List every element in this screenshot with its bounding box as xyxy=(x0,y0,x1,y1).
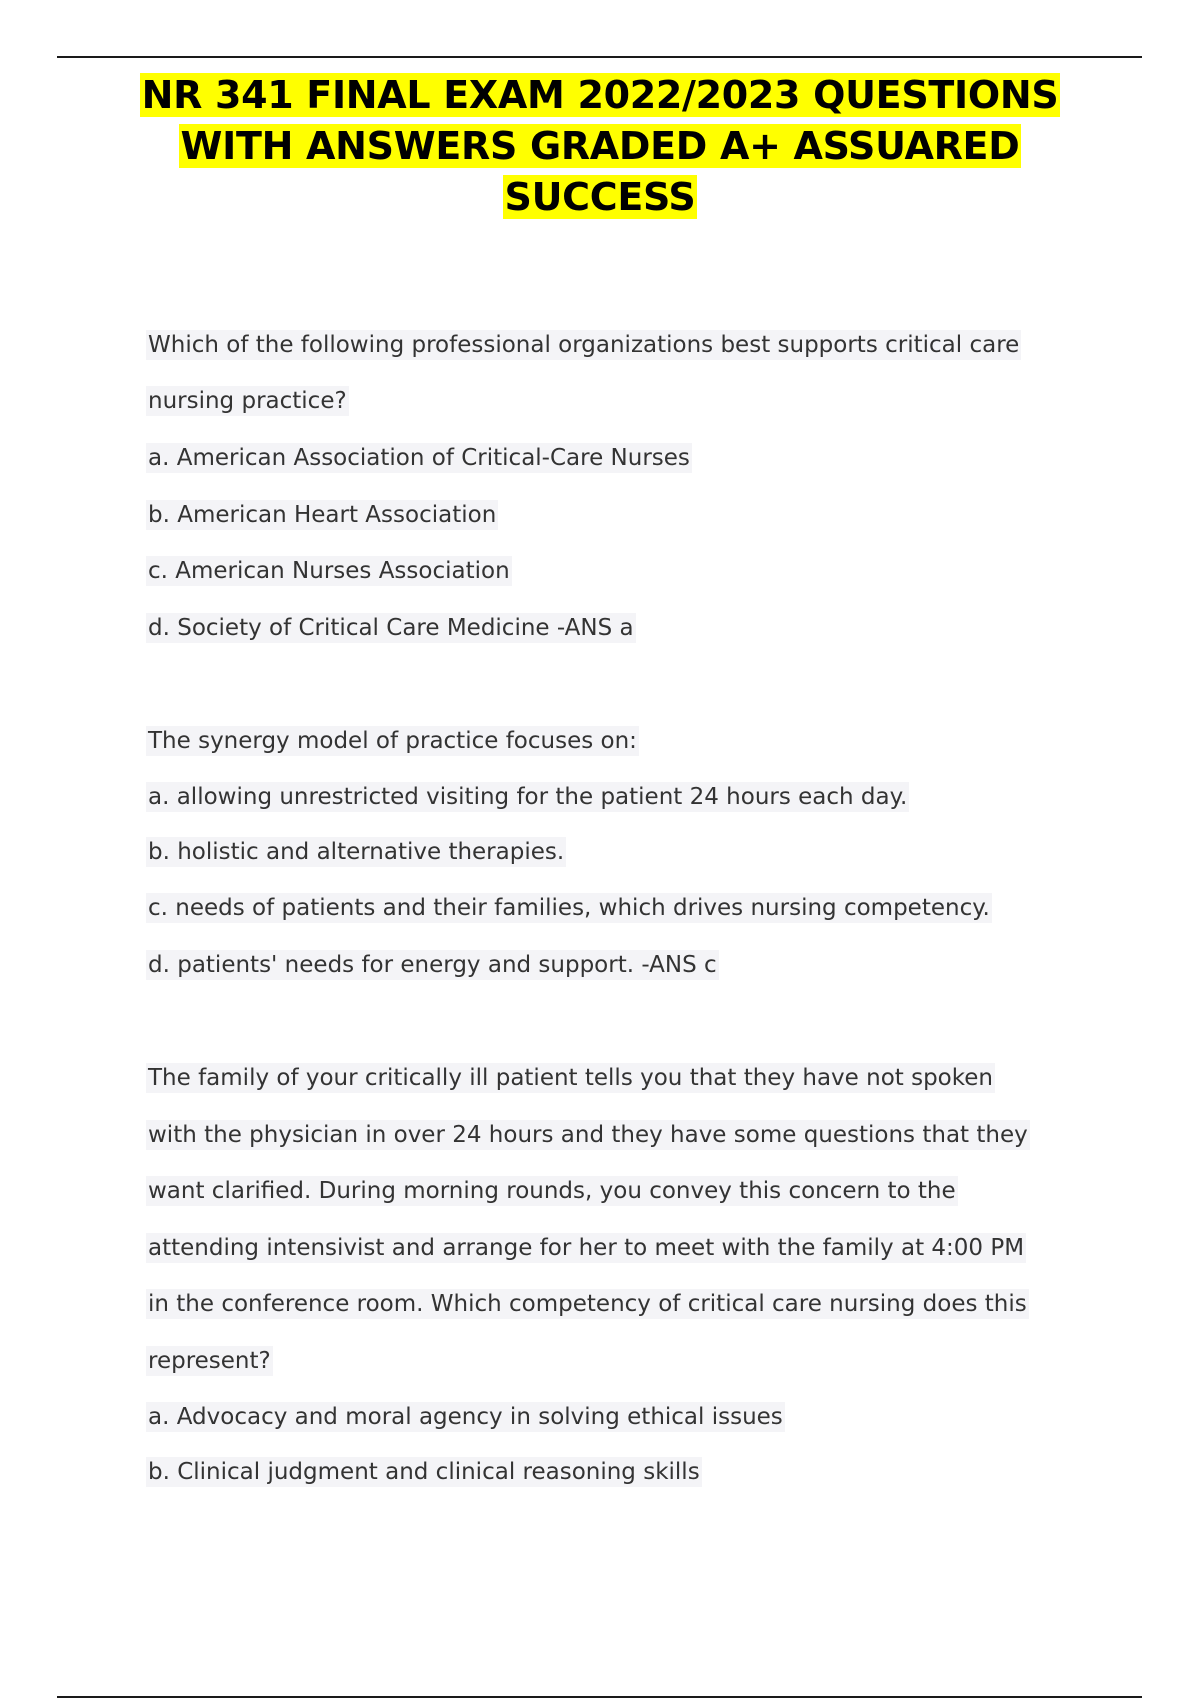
question-1-stem-line-2: nursing practice? xyxy=(148,388,347,414)
question-2-stem-line-1: The synergy model of practice focuses on: xyxy=(148,728,637,754)
question-2-option-d-answer: d. patients' needs for energy and support. -ANS c xyxy=(148,952,717,978)
question-3-stem-line-3: want clarified. During morning rounds, you convey this concern to the xyxy=(148,1178,956,1204)
question-1-stem-line-1: Which of the following professional organizations best supports critical care xyxy=(148,332,1020,358)
question-3-option-b: b. Clinical judgment and clinical reasoning skills xyxy=(148,1459,700,1485)
question-3-stem-line-5: in the conference room. Which competency of critical care nursing does this xyxy=(148,1291,1027,1317)
question-3-stem-line-4: attending intensivist and arrange for her to meet with the family at 4:00 PM xyxy=(148,1235,1025,1261)
question-2-option-a: a. allowing unrestricted visiting for the patient 24 hours each day. xyxy=(148,784,908,810)
title-line-1: NR 341 FINAL EXAM 2022/2023 QUESTIONS xyxy=(141,73,1059,117)
question-3-option-a: a. Advocacy and moral agency in solving ethical issues xyxy=(148,1404,783,1430)
question-3-stem-line-1: The family of your critically ill patient tells you that they have not spoken xyxy=(148,1065,993,1091)
title-line-2: WITH ANSWERS GRADED A+ ASSUARED xyxy=(180,124,1020,168)
question-3-stem-line-6: represent? xyxy=(148,1348,271,1374)
question-3-stem-line-2: with the physician in over 24 hours and they have some questions that they xyxy=(148,1122,1028,1148)
question-1-option-b: b. American Heart Association xyxy=(148,502,497,528)
question-1-option-d-answer: d. Society of Critical Care Medicine -ANS a xyxy=(148,615,634,641)
top-divider xyxy=(57,56,1142,58)
question-2-option-b: b. holistic and alternative therapies. xyxy=(148,839,565,865)
bottom-divider xyxy=(57,1696,1142,1698)
question-1-option-a: a. American Association of Critical-Care Nurses xyxy=(148,445,690,471)
title-line-3: SUCCESS xyxy=(504,175,696,219)
document-title xyxy=(100,70,1100,223)
question-1-option-c: c. American Nurses Association xyxy=(148,558,510,584)
question-2-option-c: c. needs of patients and their families, which drives nursing competency. xyxy=(148,895,990,921)
